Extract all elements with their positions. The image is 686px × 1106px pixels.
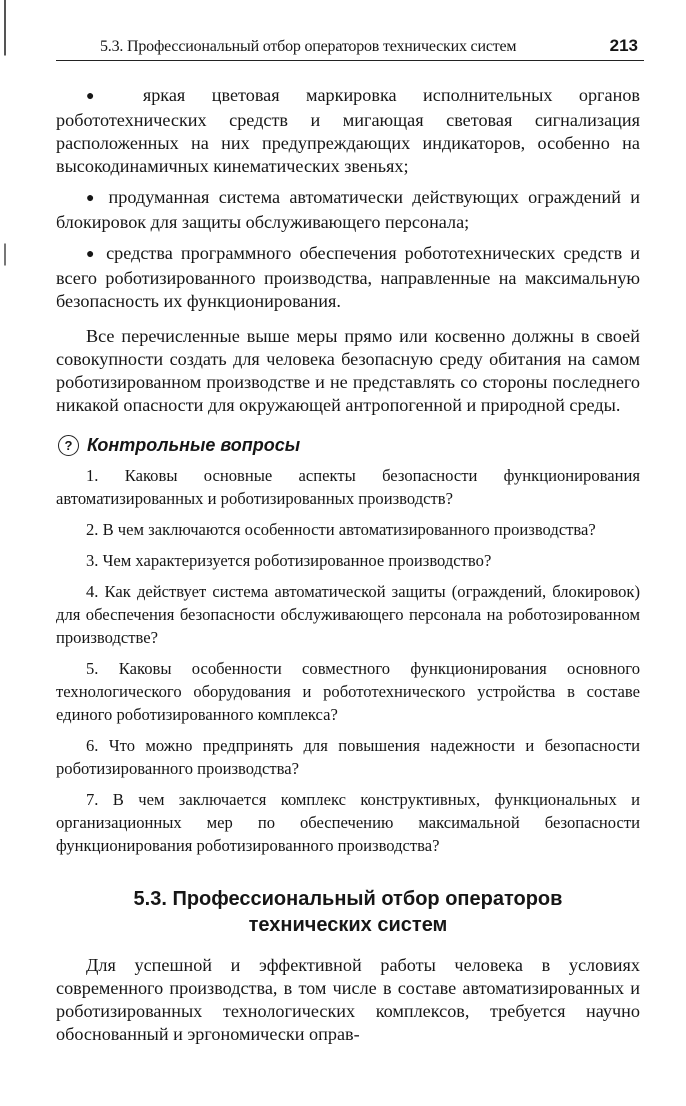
bullet-icon: ● (86, 247, 98, 262)
bullet-list (56, 84, 640, 425)
bullet-item (56, 84, 640, 178)
bullet-text: яркая цветовая маркировка исполнительных органов робототехнических средств и мигающая световая сигнализация расположенных на них предупреждающих индикаторов, особенно на высокодинамичных кинематических звеньях; (56, 85, 640, 176)
bullet-icon: ● (86, 191, 100, 206)
bullet-icon: ● (86, 89, 117, 104)
questions-list (56, 464, 640, 865)
questions-title: Контрольные вопросы (87, 434, 301, 455)
question-item: 7. В чем заключается комплекс конструктивных, функциональных и организационных мер по обеспечению максимальной безопасности функционирования роботизированного производства? (56, 790, 640, 855)
section-heading-line1: 5.3. Профессиональный отбор операторов (133, 888, 563, 910)
question-item: 3. Чем характеризуется роботизированное производство? (86, 551, 492, 570)
page-number: 213 (609, 36, 638, 55)
question-item: 6. Что можно предпринять для повышения надежности и безопасности роботизированного производства? (56, 736, 640, 778)
bullet-item (56, 242, 640, 313)
page-edge-shadow (4, 0, 6, 1106)
question-circle-icon: ? (58, 435, 79, 456)
section-heading (56, 886, 640, 938)
running-head (56, 30, 644, 61)
question-item: 1. Каковы основные аспекты безопасности функционирования автоматизированных и роботизированных производств? (56, 466, 640, 508)
question-item: 4. Как действует система автоматической защиты (ограждений, блокировок) для обеспечения безопасности обслуживающего персонала на роботозированном производстве? (56, 582, 640, 647)
running-head-title: 5.3. Профессиональный отбор операторов технических систем (100, 38, 517, 55)
section-intro-paragraph: Для успешной и эффективной работы человека в условиях современного производства, в том числе в составе автоматизированных и роботизированных технологических комплексов, требуется научно обоснованный и эргономически оправ- (56, 955, 640, 1044)
questions-heading (58, 432, 300, 458)
bullet-text: средства программного обеспечения робототехнических средств и всего роботизированного производства, направленные на максимальную безопасность их функционирования. (56, 243, 641, 311)
question-item: 5. Каковы особенности совместного функционирования основного технологического оборудования и робототехнического устройства в составе единого роботизированного комплекса? (56, 659, 640, 724)
section-intro (56, 954, 640, 1054)
bullet-item (56, 186, 640, 234)
question-item: 2. В чем заключаются особенности автоматизированного производства? (86, 520, 596, 539)
section-heading-line2: технических систем (248, 914, 448, 936)
summary-paragraph: Все перечисленные выше меры прямо или косвенно должны в своей совокупности создать для человека безопасную среду обитания на самом роботизированном производстве и не представлять со стороны последнего никакой опасности для окружающей антропогенной и природной среды. (56, 326, 640, 415)
bullet-text: продуманная система автоматически действующих ограждений и блокировок для защиты обслуживающего персонала; (56, 187, 641, 232)
